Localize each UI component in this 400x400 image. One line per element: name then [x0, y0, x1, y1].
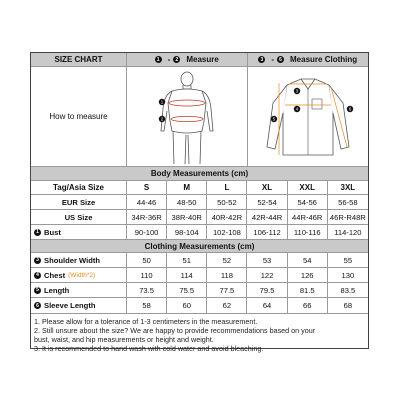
table-cell: 68 [343, 301, 353, 310]
table-cell: 52-54 [247, 195, 287, 209]
table-cell: 44R-46R [288, 210, 328, 224]
body-figure-cell [127, 67, 248, 166]
table-cell: 53 [247, 253, 287, 267]
table-cell: 66 [288, 298, 328, 313]
row-label: Length [44, 285, 70, 295]
table-cell: 50-52 [207, 195, 247, 209]
table-cell: 51 [167, 253, 207, 267]
table-cell: 83.5 [340, 285, 356, 295]
bust-num: 1 [34, 229, 41, 236]
size-chart-title: SIZE CHART [31, 53, 127, 66]
size-header: 3XL [340, 183, 356, 192]
clothing-row-shoulder [31, 253, 368, 268]
size-header: S [127, 181, 167, 194]
table-cell: 77.5 [207, 283, 247, 297]
size-header: XXL [288, 181, 328, 194]
chest-width-note: (Width*2) [68, 271, 96, 279]
table-cell: 52 [207, 253, 247, 267]
row-label-bust [31, 225, 127, 239]
table-cell: 60 [167, 298, 207, 313]
dash: - [167, 55, 171, 64]
table-cell: 42R-44R [247, 210, 287, 224]
dash: - [271, 55, 275, 64]
table-cell: 50 [127, 253, 167, 267]
table-cell: 114 [167, 268, 207, 282]
body-section-title: Body Measurements (cm) [150, 169, 249, 178]
row-label: US Size [31, 210, 127, 224]
chest-num: 4 [34, 272, 41, 279]
table-cell: 40R-42R [207, 210, 247, 224]
row-label: Sleeve Length [44, 301, 96, 310]
chart-header-row [31, 53, 368, 67]
shoulder-num: 3 [34, 257, 41, 264]
row-label: EUR Size [31, 195, 127, 209]
table-cell: 81.5 [288, 283, 328, 297]
row-label: Bust [44, 227, 61, 237]
row-label-length [31, 283, 127, 297]
body-label-1: 1 [160, 99, 164, 105]
table-cell: 118 [207, 268, 247, 282]
row-label-sleeve [31, 298, 127, 313]
measure-label: Measure [186, 55, 219, 64]
table-cell: 90-100 [127, 225, 167, 239]
table-cell: 102-108 [207, 225, 247, 239]
how-to-measure-label: How to measure [31, 67, 127, 166]
row-label: Chest [44, 270, 66, 280]
shirt-label-6: 6 [348, 106, 352, 112]
clothing-row-length [31, 283, 368, 298]
row-label-shoulder [31, 253, 127, 267]
shirt-label-4: 4 [295, 106, 299, 112]
size-header: XL [247, 181, 287, 194]
body-section-row [31, 167, 368, 181]
size-header: L [207, 181, 247, 194]
note-line: 3. It is recommended to hand wash with cold water and avoid bleaching. [34, 344, 264, 353]
measure-clothing-label: Measure Clothing [290, 55, 358, 64]
table-cell: 34R-36R [127, 210, 167, 224]
table-cell: 54-56 [288, 195, 328, 209]
table-cell: 38R-40R [167, 210, 207, 224]
tag-size-label: Tag/Asia Size [31, 181, 127, 194]
table-cell: 54 [288, 253, 328, 267]
table-cell: 114-120 [334, 227, 362, 237]
body-row-eur [31, 195, 368, 210]
clothing-row-sleeve [31, 298, 368, 314]
measure-num-1: 1 [155, 56, 162, 63]
table-cell: 62 [207, 298, 247, 313]
clothing-num-3: 3 [258, 56, 265, 63]
shirt-label-3: 3 [295, 88, 299, 94]
measure-num-2: 2 [173, 56, 180, 63]
clothing-row-chest [31, 268, 368, 283]
body-figure-illustration [128, 69, 246, 165]
sleeve-num: 6 [34, 302, 41, 309]
table-cell: 130 [341, 270, 355, 280]
row-label: Shoulder Width [44, 255, 101, 265]
table-cell: 126 [288, 268, 328, 282]
figures-row [31, 67, 368, 167]
table-cell: 56-58 [338, 197, 358, 207]
table-cell: 75.5 [167, 283, 207, 297]
clothing-num-6: 6 [277, 56, 284, 63]
shirt-label-5: 5 [272, 116, 276, 122]
body-row-us [31, 210, 368, 225]
note-line: 2. Still unsure about the size? We are happy to provide recommendations based on your [34, 326, 316, 335]
size-chart-table [30, 52, 369, 353]
shirt-figure-cell [248, 67, 369, 166]
table-cell: 110-116 [288, 225, 328, 239]
note-line: 1. Please allow for a tolerance of 1-3 centimeters in the measurement. [34, 317, 258, 326]
table-cell: 58 [127, 298, 167, 313]
clothing-section-title: Clothing Measurements (cm) [144, 241, 255, 251]
size-header: M [167, 181, 207, 194]
body-row-bust [31, 225, 368, 240]
table-cell: 79.5 [247, 283, 287, 297]
body-header-row [31, 181, 368, 195]
table-cell: 55 [343, 255, 353, 265]
table-cell: 106-112 [247, 225, 287, 239]
table-cell: 44-46 [127, 195, 167, 209]
notes-block [31, 315, 368, 353]
body-label-2: 2 [160, 116, 164, 122]
measure-header [127, 53, 248, 66]
table-cell: 64 [247, 298, 287, 313]
shirt-figure-illustration [249, 69, 367, 165]
clothing-section-row [31, 240, 368, 253]
table-cell: 110 [127, 268, 167, 282]
table-cell: 122 [247, 268, 287, 282]
row-label-chest [31, 268, 127, 282]
table-cell: 48-50 [167, 195, 207, 209]
measure-clothing-header [248, 53, 369, 66]
table-cell: 46R-R48R [329, 212, 366, 222]
length-num: 5 [34, 287, 41, 294]
note-line: bust, waist, and hip measurements or height and weight. [34, 335, 214, 344]
table-cell: 73.5 [127, 283, 167, 297]
table-cell: 98-104 [167, 225, 207, 239]
